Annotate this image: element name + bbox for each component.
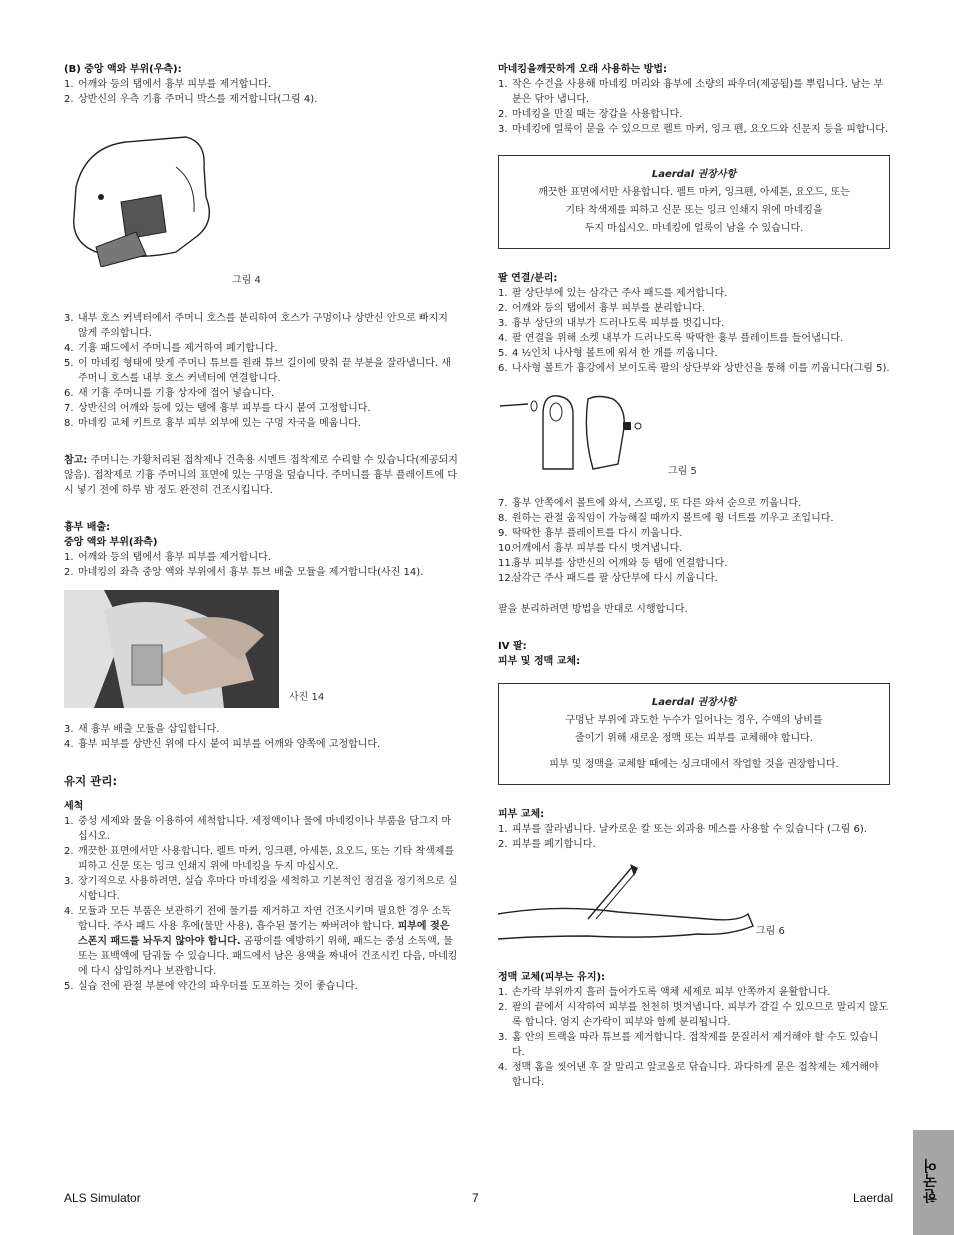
section-title-iv-arm: IV 팔: bbox=[498, 641, 527, 652]
list-item: 3. 내부 호스 커넥터에서 주머니 호스를 분리하여 호스가 구멍이나 상반신 안으로 빠지지 않게 주의합니다. bbox=[64, 313, 448, 339]
list-chest-drain bbox=[64, 550, 459, 580]
arm-remove-note: 팔을 분리하려면 방법을 반대로 시행합니다. bbox=[498, 604, 688, 615]
list-item: 2. 마네킹의 좌측 중앙 액와 부위에서 흉부 튜브 배출 모듈을 제거합니다(사진 14). bbox=[64, 567, 424, 578]
recommendation-line: 두지 마십시오. 마네킹에 얼룩이 남을 수 있습니다. bbox=[584, 223, 804, 234]
list-item: 2. 피부를 폐기합니다. bbox=[498, 839, 596, 850]
list-item: 2. 상반신의 우측 기흉 주머니 박스를 제거합니다(그림 4). bbox=[64, 94, 318, 105]
list-item: 1. 팔 상단부에 있는 삼각근 주사 패드를 제거합니다. bbox=[498, 288, 728, 299]
list-item: 1. 어깨와 등의 탭에서 흉부 피부를 제거합니다. bbox=[64, 79, 271, 90]
note-paragraph bbox=[64, 453, 459, 498]
section-title-arm-attach: 팔 연결/분리: bbox=[498, 273, 558, 284]
photo-14-image bbox=[64, 590, 279, 708]
list-manikin-care bbox=[498, 77, 890, 137]
list-item: 8. 마네킹 교체 키트로 흉부 피부 외부에 있는 구멍 자국을 메웁니다. bbox=[64, 418, 361, 429]
list-item: 2. 어깨와 등의 탭에서 흉부 피부를 분리합니다. bbox=[498, 303, 705, 314]
note-label: 참고: bbox=[64, 455, 88, 466]
section-subtitle-iv-arm: 피부 및 정맥 교체: bbox=[498, 656, 581, 667]
photo-14-caption: 사진 14 bbox=[289, 692, 325, 703]
figure-5-caption: 그림 5 bbox=[668, 466, 697, 477]
list-item: 2. 마네킹을 만질 때는 장갑을 사용합니다. bbox=[498, 109, 683, 120]
list-chest-drain-b bbox=[64, 722, 459, 752]
recommendation-title: Laerdal 권장사항 bbox=[651, 697, 737, 708]
list-item: 3. 새 흉부 배출 모듈을 삽입합니다. bbox=[64, 724, 220, 735]
list-central-axillary-right bbox=[64, 77, 459, 107]
footer-brand: Laerdal bbox=[853, 1191, 894, 1205]
recommendation-box-2 bbox=[498, 683, 890, 785]
figure-4-caption: 그림 4 bbox=[232, 275, 261, 286]
section-title-maintenance: 유지 관리: bbox=[64, 774, 118, 788]
list-item: 8. 원하는 관절 움직임이 가능해질 때까지 볼트에 윙 너트를 끼우고 조입니다. bbox=[498, 513, 834, 524]
torso-drawing bbox=[66, 127, 226, 267]
figure-5 bbox=[498, 384, 890, 496]
list-item: 6. 나사형 볼트가 흉강에서 보이도록 팔의 상단부와 상반신을 통해 이를 끼웁니다(그림 5). bbox=[498, 363, 890, 374]
bold-warning: 피부에 젖은 스폰지 패드를 놔두지 않아야 합니다. bbox=[78, 921, 450, 947]
list-item: 9. 딱딱한 흉부 플레이트를 다시 끼웁니다. bbox=[498, 528, 683, 539]
list-item: 5. 4 ½인치 나사형 볼트에 워셔 한 개를 끼웁니다. bbox=[498, 348, 718, 359]
list-skin-replace bbox=[498, 822, 890, 852]
recommendation-line: 깨끗한 표면에서만 사용합니다. 펠트 마커, 잉크펜, 아세톤, 요오드, 또는 bbox=[538, 187, 850, 198]
section-title-cleaning: 세척 bbox=[64, 801, 84, 812]
list-item: 4. 팔 연결을 위해 소켓 내부가 드러나도록 딱딱한 흉부 플레이트를 들어냅니다. bbox=[498, 333, 844, 344]
list-arm-attach bbox=[498, 286, 890, 376]
list-item: 5. 이 마네킹 형태에 맞게 주머니 튜브를 원래 튜브 길이에 맞춰 끝 부분을 잘라냅니다. 새 주머니 호스를 내부 호스 커넥터에 연결합니다. bbox=[64, 358, 451, 384]
section-subtitle-chest-drain: 중앙 액와 부위(좌측) bbox=[64, 537, 158, 548]
list-item: 4. 기흉 패드에서 주머니를 제거하여 폐기합니다. bbox=[64, 343, 278, 354]
section-title-central-axillary-right: (B) 중앙 액와 부위(우측): bbox=[64, 64, 182, 75]
list-item: 6. 새 기흉 주머니를 기흉 상자에 접어 넣습니다. bbox=[64, 388, 275, 399]
list-item: 1. 작은 수건을 사용해 마네킹 머리와 흉부에 소량의 파우더(제공됨)를 뿌립니다. 남는 부분은 닦아 냅니다. bbox=[498, 79, 884, 105]
arm-bolt-drawing bbox=[498, 394, 658, 474]
recommendation-line: 줄이기 위해 새로운 정맥 또는 피부를 교체해야 합니다. bbox=[575, 733, 813, 744]
list-cleaning bbox=[64, 814, 459, 994]
recommendation-line: 피부 및 정맥을 교체할 때에는 싱크대에서 작업할 것을 권장합니다. bbox=[549, 759, 839, 770]
list-item: 4. 흉부 피부를 상반신 위에 다시 붙여 피부를 어깨와 양쪽에 고정합니다. bbox=[64, 739, 381, 750]
list-item: 3. 홈 안의 트랙을 따라 튜브를 제거합니다. 접착제를 문질러서 제거해야 할 수도 있습니다. bbox=[498, 1032, 879, 1058]
list-item: 7. 상반신의 어깨와 등에 있는 탭에 흉부 피부를 다시 붙여 고정합니다. bbox=[64, 403, 371, 414]
list-item: 3. 흉부 상단의 내부가 드러나도록 피부를 벗깁니다. bbox=[498, 318, 725, 329]
language-tab-label: 한국어 bbox=[923, 1158, 939, 1203]
photo-14 bbox=[64, 590, 459, 722]
list-vein-replace bbox=[498, 985, 890, 1090]
list-item: 1. 피부를 잘라냅니다. 날카로운 칼 또는 외과용 메스를 사용할 수 있습니다 (그림 6). bbox=[498, 824, 867, 835]
section-title-manikin-care: 마네킹을깨끗하게 오래 사용하는 방법: bbox=[498, 64, 668, 75]
list-item: 1. 어깨와 등의 탭에서 흉부 피부를 제거합니다. bbox=[64, 552, 271, 563]
list-item: 1. 손가락 부위까지 흘러 들어가도록 액체 세제로 피부 안쪽까지 윤활합니다. bbox=[498, 987, 831, 998]
figure-4 bbox=[64, 107, 459, 295]
arm-knife-drawing bbox=[498, 864, 758, 954]
list-item: 12. 삼각근 주사 패드를 팔 상단부에 다시 끼웁니다. bbox=[498, 573, 718, 584]
recommendation-line: 기타 착색제를 피하고 신문 또는 잉크 인쇄지 위에 마네킹을 bbox=[565, 205, 823, 216]
figure-6-caption: 그림 6 bbox=[756, 926, 785, 937]
footer-page-number: 7 bbox=[472, 1191, 479, 1205]
list-arm-attach-b bbox=[498, 496, 890, 586]
list-item: 3. 장기적으로 사용하려면, 실습 후마다 마네킹을 세척하고 기본적인 점검을 정기적으로 실시합니다. bbox=[64, 876, 458, 902]
left-column bbox=[64, 62, 459, 994]
list-item: 1. 중성 세제와 물을 이용하여 세척합니다. 세정액이나 물에 마네킹이나 부품을 담그지 마십시오. bbox=[64, 816, 452, 842]
footer-product-name: ALS Simulator bbox=[64, 1191, 141, 1205]
list-item: 4. 정맥 홈을 씻어낸 후 잘 말리고 알코올로 닦습니다. 과다하게 묻은 접착제는 제거해야 합니다. bbox=[498, 1062, 879, 1088]
note-text: 주머니는 가황처리된 접착제나 건축용 시멘트 접착제로 수리할 수 있습니다(제공되지 않음). 접착제로 기흉 주머니의 표면에 있는 구멍을 덮습니다. 주머니를 흉부 플레이트에 다시 넣기 전에 하루 밤 정도 완전히 건조시킵니다. bbox=[64, 455, 458, 496]
list-item: 4. 모듈과 모든 부품은 보관하기 전에 물기를 제거하고 자연 건조시키며 필요한 경우 소독합니다. 주사 패드 사용 후에(물만 사용), 흡수된 물기는 짜버려야 합니다. 피부에 젖은 스폰지 패드를 놔두지 않아야 합니다. 곰팡이를 예방하기 위해, 패드는 중성 소독액, 물 또는 표백액에 담궈둘 수 있습니다. 패드에서 남은 용액을 짜내어 건조시킨 다음, 마네킹에 다시 삽입하거나 보관합니다. bbox=[64, 906, 458, 977]
section-title-vein-replace: 정맥 교체(피부는 유지): bbox=[498, 972, 606, 983]
language-tab bbox=[913, 1130, 954, 1235]
list-steps-3-8 bbox=[64, 311, 459, 431]
recommendation-line: 구멍난 부위에 과도한 누수가 일어나는 경우, 수액의 낭비를 bbox=[565, 715, 823, 726]
recommendation-box-1 bbox=[498, 155, 890, 249]
figure-6 bbox=[498, 852, 890, 970]
list-item: 2. 팔의 끝에서 시작하여 피부를 천천히 벗겨냅니다. 피부가 감길 수 있으므로 말리지 않도록 합니다. 엄지 손가락이 피부와 함께 분리됩니다. bbox=[498, 1002, 889, 1028]
list-item: 5. 실습 전에 관절 부분에 약간의 파우더를 도포하는 것이 좋습니다. bbox=[64, 981, 358, 992]
list-item: 7. 흉부 안쪽에서 볼트에 와셔, 스프링, 또 다른 와셔 순으로 끼웁니다. bbox=[498, 498, 802, 509]
recommendation-title: Laerdal 권장사항 bbox=[651, 169, 737, 180]
list-item: 3. 마네킹에 얼룩이 묻을 수 있으므로 펠트 마커, 잉크 펜, 요오드와 신문지 등을 피합니다. bbox=[498, 124, 889, 135]
list-item: 2. 깨끗한 표면에서만 사용합니다. 펠트 마커, 잉크펜, 아세톤, 요오드, 또는 기타 착색제를 피하고 신문 또는 잉크 인쇄지 위에 마네킹을 두지 마십시오. bbox=[64, 846, 455, 872]
section-title-skin-replace: 피부 교체: bbox=[498, 809, 545, 820]
section-title-chest-drain: 흉부 배출: bbox=[64, 522, 111, 533]
list-item: 11. 흉부 피부를 상반신의 어깨와 등 탭에 연결합니다. bbox=[498, 558, 728, 569]
right-column bbox=[498, 62, 890, 1090]
list-item: 10. 어깨에서 흉부 피부를 다시 벗겨냅니다. bbox=[498, 543, 683, 554]
